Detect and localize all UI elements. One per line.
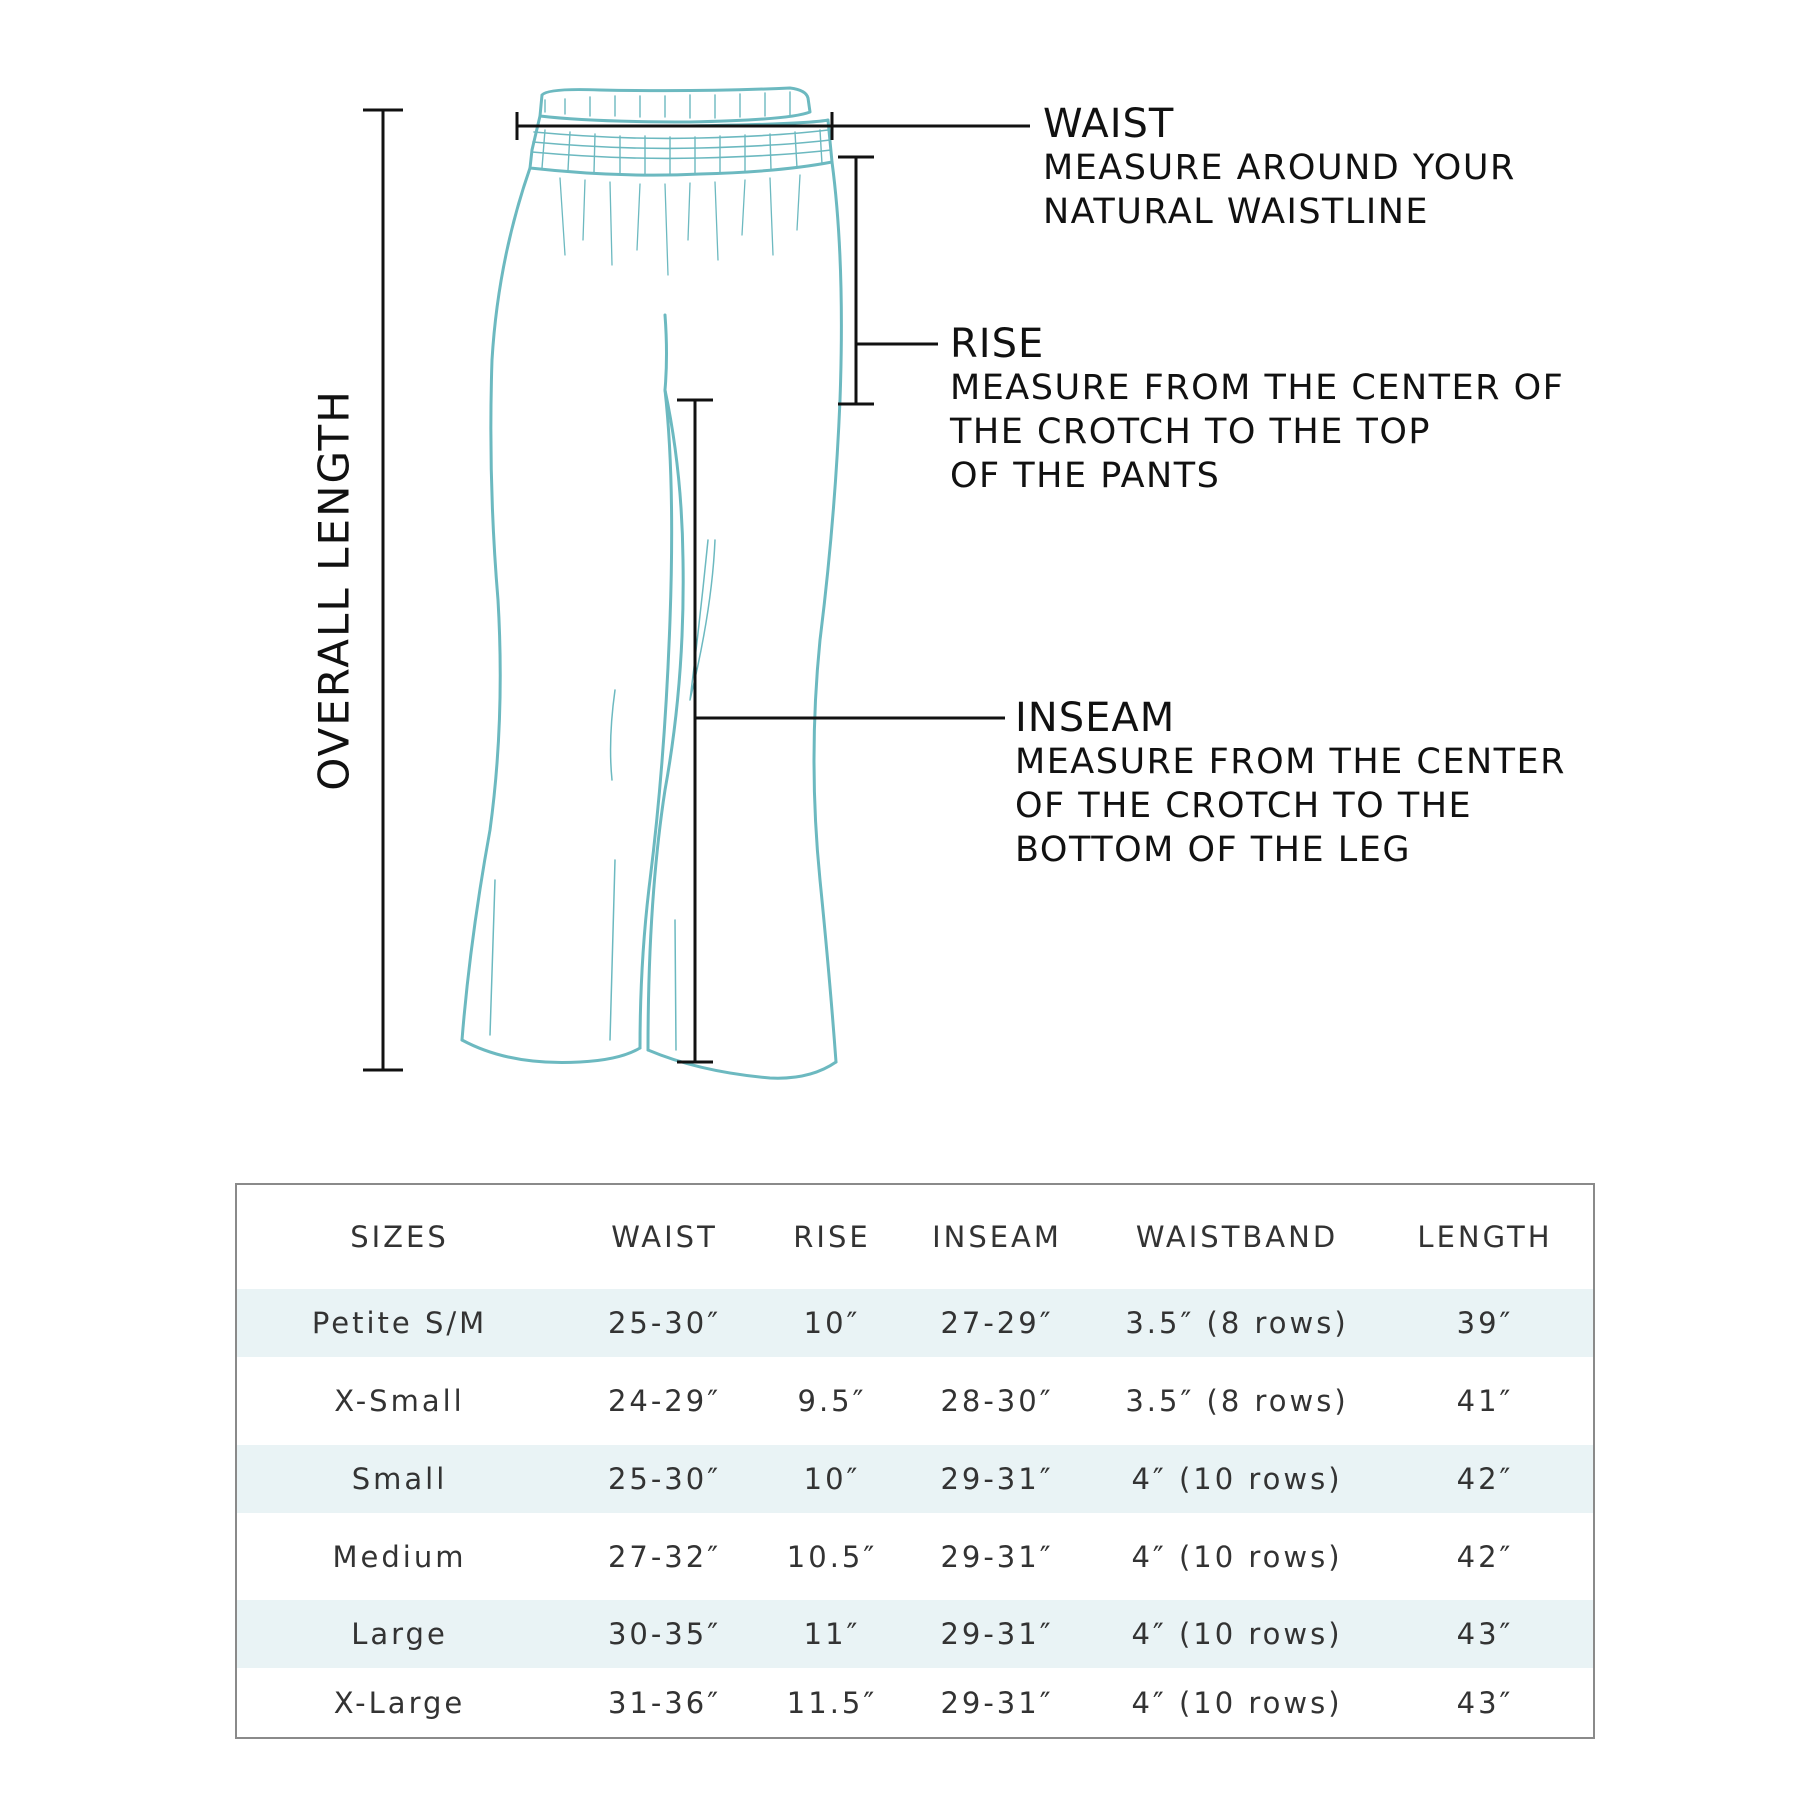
- cell-waist: 25-30″: [562, 1289, 767, 1357]
- cell-inseam: 29-31″: [940, 1685, 1054, 1720]
- cell-length: 43″: [1377, 1600, 1593, 1668]
- size-chart: [235, 1183, 1595, 1739]
- cell-waistband: 4″ (10 rows): [1097, 1600, 1377, 1668]
- table-row: [237, 1600, 1593, 1668]
- cell-rise: 10″: [767, 1289, 897, 1357]
- table-row: [237, 1445, 1593, 1513]
- cell-size: Large: [237, 1600, 562, 1668]
- cell-waistband: 4″ (10 rows): [1131, 1685, 1343, 1720]
- table-row: [237, 1513, 1593, 1600]
- cell-inseam: 28-30″: [940, 1384, 1054, 1418]
- cell-size: X-Large: [333, 1685, 466, 1720]
- table-row: [237, 1668, 1593, 1737]
- table-row: [237, 1289, 1593, 1357]
- cell-waist: 24-29″: [607, 1384, 722, 1418]
- rise-annotation: [950, 322, 1564, 498]
- cell-size: X-Small: [334, 1384, 465, 1418]
- header-length: LENGTH: [1417, 1220, 1553, 1254]
- table-row: [237, 1357, 1593, 1445]
- inseam-annotation: [1015, 696, 1566, 872]
- waist-annotation: [1043, 102, 1516, 234]
- cell-waist: 31-36″: [607, 1685, 722, 1720]
- cell-rise: 11″: [767, 1600, 897, 1668]
- cell-waist: 27-32″: [607, 1539, 722, 1574]
- rise-title: RISE: [950, 321, 1045, 367]
- header-waist: WAIST: [611, 1220, 718, 1254]
- table-header-row: [237, 1185, 1593, 1289]
- overall-length-text: OVERALL LENGTH: [309, 389, 359, 791]
- cell-length: 42″: [1377, 1445, 1593, 1513]
- cell-waist: 25-30″: [562, 1445, 767, 1513]
- header-inseam: INSEAM: [932, 1220, 1062, 1254]
- inseam-title: INSEAM: [1015, 695, 1176, 741]
- cell-inseam: 29-31″: [940, 1539, 1054, 1574]
- cell-length: 43″: [1456, 1685, 1514, 1720]
- cell-inseam: 29-31″: [897, 1600, 1097, 1668]
- pants-illustration: [462, 88, 841, 1078]
- header-rise: RISE: [793, 1220, 871, 1254]
- cell-waistband: 3.5″ (8 rows): [1097, 1289, 1377, 1357]
- cell-rise: 9.5″: [797, 1384, 867, 1418]
- cell-size: Petite S/M: [237, 1289, 562, 1357]
- rise-description: MEASURE FROM THE CENTER OF THE CROTCH TO THE TOP OF THE PANTS: [950, 368, 1565, 496]
- waist-title: WAIST: [1043, 101, 1175, 147]
- cell-length: 39″: [1377, 1289, 1593, 1357]
- cell-size: Medium: [332, 1539, 467, 1574]
- cell-inseam: 29-31″: [897, 1445, 1097, 1513]
- cell-rise: 10″: [767, 1445, 897, 1513]
- cell-waistband: 3.5″ (8 rows): [1125, 1384, 1349, 1418]
- header-sizes: SIZES: [350, 1220, 449, 1254]
- cell-inseam: 27-29″: [897, 1289, 1097, 1357]
- cell-waistband: 4″ (10 rows): [1097, 1445, 1377, 1513]
- cell-length: 42″: [1456, 1539, 1514, 1574]
- cell-size: Small: [237, 1445, 562, 1513]
- inseam-description: MEASURE FROM THE CENTER OF THE CROTCH TO THE BOTTOM OF THE LEG: [1015, 742, 1566, 870]
- header-waistband: WAISTBAND: [1135, 1220, 1339, 1254]
- size-table: [237, 1185, 1593, 1737]
- cell-waistband: 4″ (10 rows): [1131, 1539, 1343, 1574]
- measurement-lines: [363, 110, 1030, 1070]
- cell-length: 41″: [1456, 1384, 1514, 1418]
- cell-waist: 30-35″: [562, 1600, 767, 1668]
- waist-description: MEASURE AROUND YOUR NATURAL WAISTLINE: [1043, 148, 1516, 232]
- cell-rise: 11.5″: [786, 1685, 878, 1720]
- cell-rise: 10.5″: [786, 1539, 878, 1574]
